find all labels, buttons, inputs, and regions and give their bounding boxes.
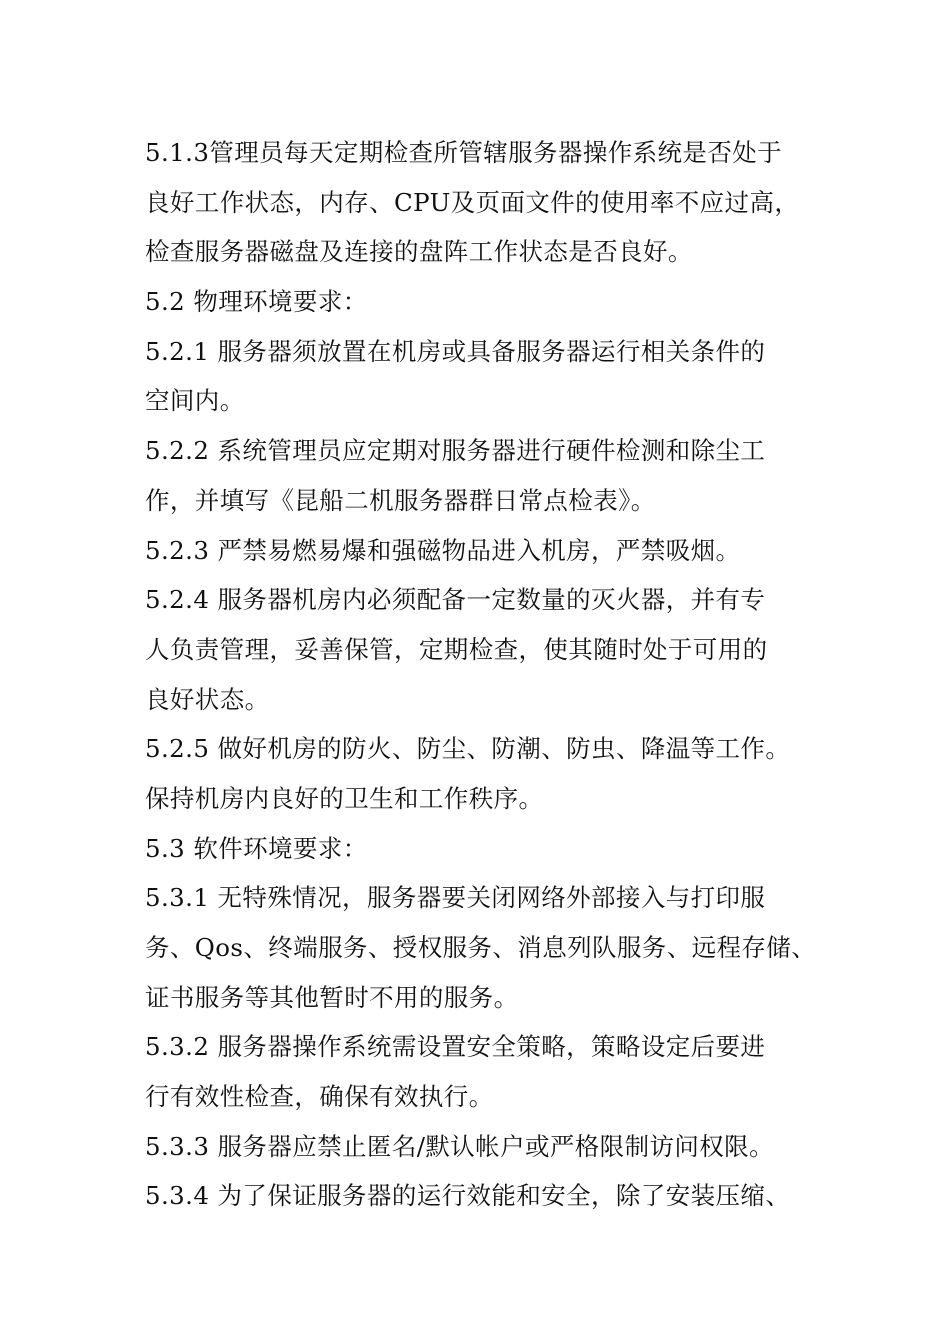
text-line: 人负责管理，妥善保管，定期检查，使其随时处于可用的 bbox=[145, 634, 768, 664]
text-line: 5.2.1 服务器须放置在机房或具备服务器运行相关条件的 bbox=[145, 336, 766, 366]
text-line: 空间内。 bbox=[145, 386, 245, 416]
text-line: 行有效性检查，确保有效执行。 bbox=[145, 1082, 494, 1112]
text-line: 良好工作状态，内存、CPU及页面文件的使用率不应过高， bbox=[145, 187, 800, 217]
text-line: 5.2.3 严禁易燃易爆和强磁物品进入机房，严禁吸烟。 bbox=[145, 535, 741, 565]
section-heading: 5.3 软件环境要求： bbox=[145, 833, 368, 863]
document-body bbox=[145, 128, 845, 1221]
text-line: 5.2.2 系统管理员应定期对服务器进行硬件检测和除尘工 bbox=[145, 436, 766, 466]
text-line: 5.3.2 服务器操作系统需设置安全策略，策略设定后要进 bbox=[145, 1032, 766, 1062]
text-line: 作，并填写《昆船二机服务器群日常点检表》。 bbox=[145, 485, 656, 515]
text-line: 证书服务等其他暂时不用的服务。 bbox=[145, 982, 519, 1012]
text-line: 保持机房内良好的卫生和工作秩序。 bbox=[145, 783, 544, 813]
text-line: 务、Qos、终端服务、授权服务、消息列队服务、远程存储、 bbox=[145, 933, 817, 962]
text-line: 5.1.3管理员每天定期检查所管辖服务器操作系统是否处于 bbox=[145, 138, 783, 167]
section-heading: 5.2 物理环境要求： bbox=[145, 287, 368, 317]
text-line: 5.2.5 做好机房的防火、防尘、防潮、防虫、降温等工作。 bbox=[145, 734, 791, 764]
text-line: 5.3.4 为了保证服务器的运行效能和安全，除了安装压缩、 bbox=[145, 1181, 791, 1211]
text-line: 5.3.1 无特殊情况，服务器要关闭网络外部接入与打印服 bbox=[145, 883, 766, 913]
text-line: 良好状态。 bbox=[145, 684, 270, 714]
text-line: 检查服务器磁盘及连接的盘阵工作状态是否良好。 bbox=[145, 237, 693, 267]
text-line: 5.3.3 服务器应禁止匿名/默认帐户或严格限制访问权限。 bbox=[145, 1131, 774, 1161]
text-line: 5.2.4 服务器机房内必须配备一定数量的灭火器，并有专 bbox=[145, 585, 766, 615]
